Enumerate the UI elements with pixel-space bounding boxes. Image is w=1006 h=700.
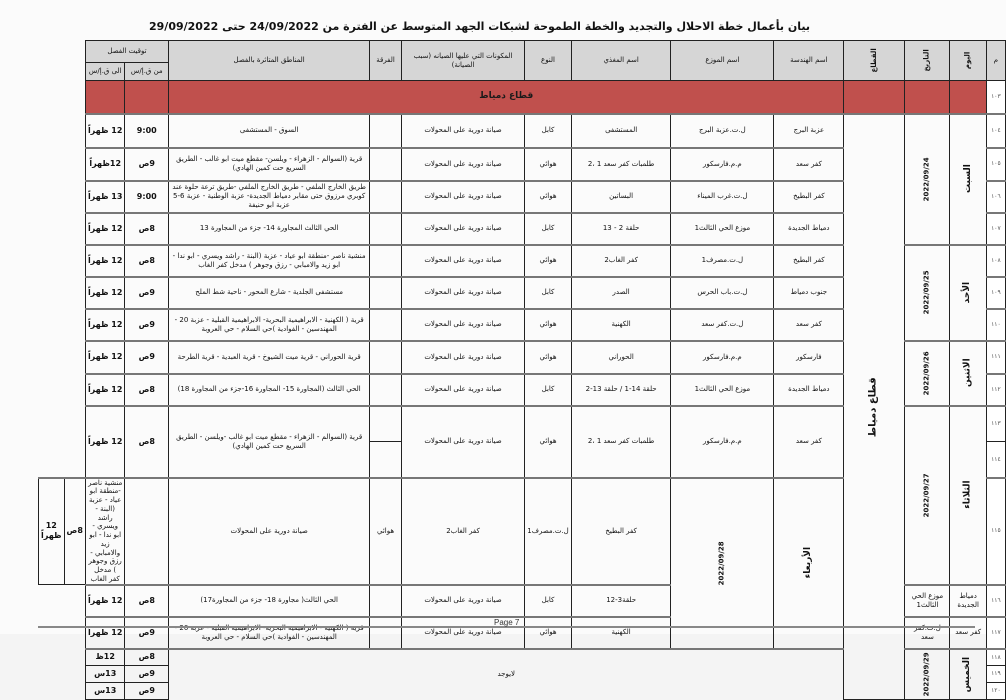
affected-areas: قرية ( الكهنية - الابراهيمية البحرية- الابراهيمية القبلية - عزبة 20 - المهندسين - الفوادية )حي السلام - حي العروبة [169, 309, 370, 341]
feeder-name: الحوراني [571, 341, 671, 374]
time-from: 9ص [125, 277, 169, 309]
engineering-name: عزبة البرج [774, 114, 844, 148]
header-to: الى ق.إ/س [85, 63, 125, 81]
engineering-name: دمياط الجديدة [774, 213, 844, 245]
day-cell [950, 406, 986, 585]
sector-label: قطاع دمياط [868, 376, 880, 437]
row-number: ١٢٠ [986, 683, 1005, 700]
maintenance-components: صيانة دورية على المحولات [401, 245, 524, 277]
maintenance-components: صيانة دورية على المحولات [401, 374, 524, 406]
maintenance-components: صيانة دورية على المحولات [401, 148, 524, 181]
cable-type: كابل [525, 585, 572, 617]
distributor-name: موزع الحي الثالث1 [671, 374, 774, 406]
date-label: 2022/09/28 [717, 540, 726, 586]
row-number: ١٠٩ [986, 277, 1005, 309]
header-day: اليوم [950, 41, 986, 81]
affected-areas: قرية (السوالم - الزهراء - ويلسن- مقطع ميت ابو غالب - الطريق السريع حت كمين الهادي) [169, 148, 370, 181]
cable-type: هوائي [370, 478, 402, 585]
time-from: 9ص [125, 617, 169, 649]
time-from: 8ص [125, 374, 169, 406]
affected-areas: السوق - المستشفى [169, 114, 370, 148]
date-label: 2022/09/24 [923, 156, 932, 202]
feeder-name: حلقة3-12 [571, 585, 671, 617]
time-to: 12 ظهراً [85, 585, 125, 617]
engineering-name: كفر البطيخ [774, 245, 844, 277]
affected-areas: قرية ( الكهنية - الابراهيمية البحرية- الابراهيمية القبلية - عزبة 20 - المهندسين - الفوادية )حي السلام - حي العروبة [169, 617, 370, 649]
feeder-name: البساتين [571, 181, 671, 213]
distributor-name: ل.ت.مصرف1 [525, 478, 572, 585]
cable-type: كابل [525, 213, 572, 245]
cable-type: هوائي [525, 245, 572, 277]
engineering-name: كفر سعد [774, 406, 844, 478]
day-label: الأربعاء [803, 547, 814, 579]
distributor-name: موزع الحي الثالث1 [905, 585, 950, 617]
cable-type: هوائي [525, 341, 572, 374]
time-from: 9ص [125, 341, 169, 374]
day-label: الثلاثاء [962, 480, 973, 510]
row-number: ١١٠ [986, 309, 1005, 341]
header-components: المكونات التي عليها الصيانه (سبب الصيانة) [401, 41, 524, 81]
day-cell [950, 114, 986, 245]
document-title: بيان بأعمال خطة الاحلال والتجديد والخطة الطموحة لشبكات الجهد المتوسط عن الفترة من 24/09/2022 حتى 29/09/2022 [149, 20, 810, 33]
distributor-name: ل.ت.باب الحرس [671, 277, 774, 309]
row-number: ١١٧ [986, 617, 1005, 649]
time-from: 9ص [125, 309, 169, 341]
header-sector: القطاع [844, 41, 905, 81]
team-cell [370, 585, 402, 617]
maintenance-components: صيانة دورية على المحولات [401, 114, 524, 148]
team-cell [370, 148, 402, 181]
date-label: 2022/09/29 [923, 652, 932, 697]
team-cell [370, 181, 402, 213]
cable-type: هوائي [525, 309, 572, 341]
engineering-name: دمياط الجديدة [950, 585, 986, 617]
time-to: 13س [85, 683, 125, 700]
time-to: 12 ظهراً [85, 374, 125, 406]
maintenance-components: صيانة دورية على المحولات [401, 181, 524, 213]
team-cell [370, 245, 402, 277]
day-label: الاثنين [962, 358, 973, 388]
distributor-name: م.م.فارسكور [671, 406, 774, 478]
time-from: 9:00 [125, 114, 169, 148]
engineering-name: كفر سعد [774, 148, 844, 181]
feeder-name: حلقة 2 - 13 [571, 213, 671, 245]
maintenance-components: صيانة دورية على المحولات [401, 277, 524, 309]
team-cell [370, 341, 402, 374]
engineering-name: دمياط الجديدة [774, 374, 844, 406]
header-num: م [986, 41, 1005, 81]
time-to: 12 ظهراً [85, 341, 125, 374]
affected-areas: الحي الثالث المجاورة 14- جزء من المجاورة 13 [169, 213, 370, 245]
row-number: ١٠٥ [986, 148, 1005, 181]
time-to: 13 ظهراً [85, 181, 125, 213]
row-number: ١١٨ [986, 649, 1005, 666]
row-number: ١٠٧ [986, 213, 1005, 245]
time-to: 12 ظهراً [85, 617, 125, 649]
maintenance-components: صيانة دورية على المحولات [169, 478, 370, 585]
feeder-name: طلمبات كفر سعد 1 ،2 [571, 148, 671, 181]
affected-areas: منشية ناصر -منطقة ابو عياد - عزبة (البنة - راشد ويسري - ابو ندا - ابو زيد والامبابي - رزق وجوهر ) مدخل كفر الغاب [85, 478, 125, 585]
maintenance-components: صيانة دورية على المحولات [401, 213, 524, 245]
cable-type: كابل [525, 277, 572, 309]
maintenance-components: صيانة دورية على المحولات [401, 617, 524, 649]
engineering-name: جنوب دمياط [774, 277, 844, 309]
sector-title: قطاع دمياط [169, 81, 844, 114]
header-distributor: اسم الموزع [671, 41, 774, 81]
row-number: ١٠٤ [986, 114, 1005, 148]
header-engineering: اسم الهندسة [774, 41, 844, 81]
feeder-name: كفر الغاب2 [401, 478, 524, 585]
sector-cell [844, 114, 905, 700]
feeder-name: المستشفى [571, 114, 671, 148]
time-from: 9:00 [125, 181, 169, 213]
maintenance-components: صيانة دورية على المحولات [401, 309, 524, 341]
time-from: 9ص [125, 683, 169, 700]
time-from: 8ص [125, 585, 169, 617]
header-team: الفرقة [370, 41, 402, 81]
date-label: 2022/09/25 [923, 270, 932, 315]
affected-areas: مستشفى الجلدية - شارع المحور - ناحية شط الملح [169, 277, 370, 309]
date-cell [905, 245, 950, 341]
header-areas: المناطق المتاثرة بالفصل [169, 41, 370, 81]
row-number: ١١٦ [986, 585, 1005, 617]
maintenance-components: صيانة دورية على المحولات [401, 341, 524, 374]
maintenance-components: صيانة دورية على المحولات [401, 406, 524, 478]
date-cell [905, 341, 950, 406]
time-to: 12 ظهراً [85, 406, 125, 478]
day-cell [950, 245, 986, 341]
feeder-name: الكهنية [571, 309, 671, 341]
page-number: Page 7 [494, 618, 520, 627]
distributor-name: ل.ت.مصرف1 [671, 245, 774, 277]
team-cell [370, 213, 402, 245]
time-to: 12 ظهراً [39, 478, 65, 585]
table-row [39, 114, 1006, 148]
distributor-name: موزع الحي الثالث1 [671, 213, 774, 245]
row-number: ١٠٦ [986, 181, 1005, 213]
time-to: 12 ظهراً [85, 277, 125, 309]
cable-type: هوائي [525, 181, 572, 213]
affected-areas: منشية ناصر -منطقة ابو عياد - عزبة (البنة - راشد ويسري - ابو ندا - ابو زيد والامبابي - رزق وجوهر ) مدخل كفر الغاب [169, 245, 370, 277]
time-to: 12ظهراً [85, 148, 125, 181]
feeder-name: حلقة 14-1 / حلقة 13-2 [571, 374, 671, 406]
affected-areas: الحي الثالث (المجاورة 15- المجاورة 16-جزء من المجاورة 18) [169, 374, 370, 406]
distributor-name: ل.ت.غرب الميناء [671, 181, 774, 213]
cable-type: هوائي [525, 617, 572, 649]
date-label: 2022/09/27 [923, 472, 932, 518]
time-from: 9ص [125, 666, 169, 683]
cable-type: كابل [525, 374, 572, 406]
time-to: 12 ظهراً [85, 114, 125, 148]
date-cell [905, 406, 950, 585]
feeder-name: الصدر [571, 277, 671, 309]
day-cell [774, 478, 844, 649]
maintenance-table [38, 40, 1006, 700]
day-label: الأحد [962, 281, 973, 304]
team-cell [370, 309, 402, 341]
team-cell [370, 374, 402, 406]
header-feeder: اسم المغذي [571, 41, 671, 81]
row-number: ١٠٣ [986, 81, 1005, 114]
feeder-name: طلمبات كفر سعد 1 ،2 [571, 406, 671, 478]
day-cell [950, 649, 986, 700]
feeder-name: الكهنية [571, 617, 671, 649]
feeder-name: كفر الغاب2 [571, 245, 671, 277]
header-date: التاريخ [905, 41, 950, 81]
time-from: 8ص [125, 245, 169, 277]
engineering-name: كفر البطيخ [571, 478, 671, 585]
team-cell [370, 406, 402, 442]
date-cell [671, 478, 774, 649]
time-from: 8ص [125, 406, 169, 478]
time-from: 9ص [125, 148, 169, 181]
row-number: ١١٣ [986, 406, 1005, 442]
row-number: ١٠٨ [986, 245, 1005, 277]
date-cell [905, 649, 950, 700]
distributor-name: ل.ت.كفر سعد [905, 617, 950, 649]
distributor-name: م.م.فارسكور [671, 148, 774, 181]
maintenance-components: صيانة دورية على المحولات [401, 585, 524, 617]
engineering-name: فارسكور [774, 341, 844, 374]
engineering-name: كفر سعد [774, 309, 844, 341]
row-number: ١١٤ [986, 442, 1005, 478]
distributor-name: ل.ت.عزبة البرج [671, 114, 774, 148]
time-to: 12 ظهراً [85, 245, 125, 277]
day-label: الخميس [962, 656, 973, 692]
time-to: 12 ظهراً [85, 309, 125, 341]
time-to: 13س [85, 666, 125, 683]
row-number: ١١١ [986, 341, 1005, 374]
time-from: 8ص [125, 649, 169, 666]
cable-type: هوائي [525, 406, 572, 478]
affected-areas: قرية الحوراني - قرية ميت الشيوخ - قرية العبدية - قرية الطرحة [169, 341, 370, 374]
time-to: 12ظ [85, 649, 125, 666]
team-cell [125, 478, 169, 585]
time-from: 8ص [125, 213, 169, 245]
time-to: 12 ظهراً [85, 213, 125, 245]
row-number: ١١٩ [986, 666, 1005, 683]
header-type: النوع [525, 41, 572, 81]
row-number: ١١٥ [986, 478, 1005, 585]
time-from: 8ص [64, 478, 85, 585]
team-cell [370, 617, 402, 649]
date-cell [905, 114, 950, 245]
engineering-name: كفر البطيخ [774, 181, 844, 213]
row-number: ١١٢ [986, 374, 1005, 406]
no-outage-label: لايوجد [169, 649, 844, 700]
affected-areas: قرية (السوالم - الزهراء - مقطع ميت ابو غالب -ويلسن - الطريق السريع حت كمين الهادي) [169, 406, 370, 478]
day-label: السبت [962, 164, 973, 194]
team-cell [370, 114, 402, 148]
header-cut-time: توقيت الفصل [85, 41, 168, 63]
day-cell [950, 341, 986, 406]
team-cell [370, 442, 402, 478]
team-cell [370, 277, 402, 309]
affected-areas: الحي الثالث( مجاورة 18- جزء من المجاورة17) [169, 585, 370, 617]
header-from: من ق.إ/س [125, 63, 169, 81]
affected-areas: طريق الخارج الملفي - طريق الخارج الملفي -طريق ترعة حلوة عند كوبري مرزوق حتى مقابر دمياط الجديدة- عزبة الوطنية - عزبة 6-5 عزبة ابو حنيفة [169, 181, 370, 213]
distributor-name: م.م.فارسكور [671, 341, 774, 374]
distributor-name: ل.ت.كفر سعد [671, 309, 774, 341]
cable-type: هوائي [525, 148, 572, 181]
date-label: 2022/09/26 [923, 350, 932, 396]
cable-type: كابل [525, 114, 572, 148]
engineering-name: كفر سعد [950, 617, 986, 649]
